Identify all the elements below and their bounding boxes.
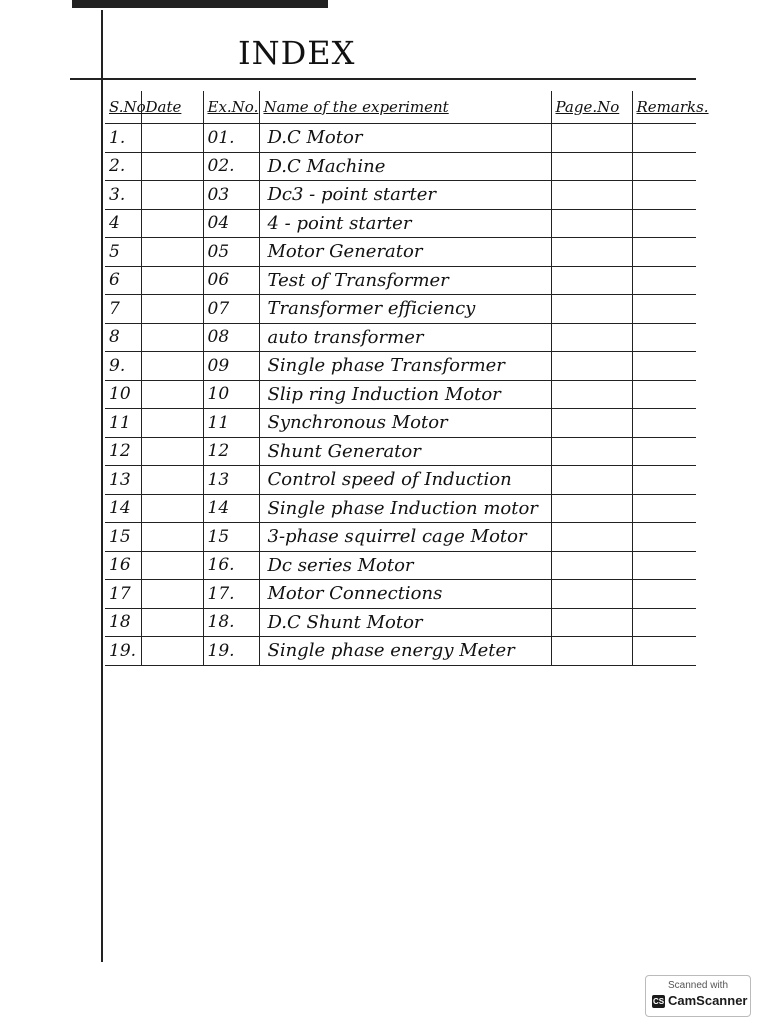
cell-remarks	[632, 238, 696, 267]
cell-page-no	[551, 409, 632, 438]
cell-page-no	[551, 580, 632, 609]
cell-exp-no: 06	[203, 266, 259, 295]
table-row	[105, 209, 696, 238]
cell-date	[141, 266, 203, 295]
table-row	[105, 124, 696, 153]
page-title: INDEX	[238, 34, 356, 72]
cell-page-no	[551, 124, 632, 153]
cell-page-no	[551, 523, 632, 552]
cell-page-no	[551, 437, 632, 466]
cell-sno: 3.	[105, 181, 141, 210]
cell-remarks	[632, 181, 696, 210]
cell-date	[141, 380, 203, 409]
table-header-row	[105, 91, 696, 124]
camscanner-logo-icon: CS	[652, 997, 665, 1006]
cell-exp-no: 13	[203, 466, 259, 495]
cell-date	[141, 608, 203, 637]
cell-sno: 1.	[105, 124, 141, 153]
cell-remarks	[632, 551, 696, 580]
table-row	[105, 437, 696, 466]
cell-sno: 14	[105, 494, 141, 523]
cell-exp-no: 17.	[203, 580, 259, 609]
cell-experiment-name: Dc series Motor	[259, 551, 551, 580]
cell-remarks	[632, 409, 696, 438]
index-table	[105, 91, 709, 666]
cell-remarks	[632, 580, 696, 609]
cell-date	[141, 323, 203, 352]
cell-sno: 12	[105, 437, 141, 466]
table-row	[105, 637, 696, 666]
cell-page-no	[551, 238, 632, 267]
table-row	[105, 352, 696, 381]
cell-exp-no: 04	[203, 209, 259, 238]
cell-remarks	[632, 209, 696, 238]
cell-sno: 10	[105, 380, 141, 409]
cell-experiment-name: Motor Connections	[259, 580, 551, 609]
cell-experiment-name: auto transformer	[259, 323, 551, 352]
cell-exp-no: 01.	[203, 124, 259, 153]
table-row	[105, 466, 696, 495]
cell-date	[141, 181, 203, 210]
header-remarks: Remarks.	[632, 91, 696, 124]
cell-sno: 9.	[105, 352, 141, 381]
cell-remarks	[632, 352, 696, 381]
table-row	[105, 295, 696, 324]
cell-date	[141, 437, 203, 466]
cell-sno: 6	[105, 266, 141, 295]
cell-date	[141, 352, 203, 381]
scan-edge-shadow	[72, 0, 328, 8]
cell-page-no	[551, 637, 632, 666]
cell-exp-no: 16.	[203, 551, 259, 580]
header-sno: S.No	[105, 91, 141, 124]
table-row	[105, 238, 696, 267]
cell-sno: 16	[105, 551, 141, 580]
cell-page-no	[551, 209, 632, 238]
cell-experiment-name: Dc3 - point starter	[259, 181, 551, 210]
cell-sno: 4	[105, 209, 141, 238]
table-row	[105, 181, 696, 210]
cell-sno: 17	[105, 580, 141, 609]
cell-experiment-name: D.C Shunt Motor	[259, 608, 551, 637]
cell-exp-no: 19.	[203, 637, 259, 666]
cell-experiment-name: 3-phase squirrel cage Motor	[259, 523, 551, 552]
cell-date	[141, 466, 203, 495]
cell-sno: 15	[105, 523, 141, 552]
cell-exp-no: 05	[203, 238, 259, 267]
cell-experiment-name: Slip ring Induction Motor	[259, 380, 551, 409]
cell-date	[141, 637, 203, 666]
cell-exp-no: 09	[203, 352, 259, 381]
cell-date	[141, 580, 203, 609]
cell-page-no	[551, 466, 632, 495]
cell-experiment-name: Shunt Generator	[259, 437, 551, 466]
cell-exp-no: 12	[203, 437, 259, 466]
cell-remarks	[632, 466, 696, 495]
cell-remarks	[632, 380, 696, 409]
cell-experiment-name: Single phase Transformer	[259, 352, 551, 381]
cell-page-no	[551, 152, 632, 181]
cell-exp-no: 15	[203, 523, 259, 552]
cell-sno: 2.	[105, 152, 141, 181]
cell-exp-no: 10	[203, 380, 259, 409]
badge-app-name: CamScanner	[668, 993, 748, 1008]
table-row	[105, 494, 696, 523]
cell-remarks	[632, 523, 696, 552]
cell-remarks	[632, 295, 696, 324]
header-date: Date	[141, 91, 203, 124]
cell-date	[141, 409, 203, 438]
cell-remarks	[632, 124, 696, 153]
cell-exp-no: 08	[203, 323, 259, 352]
cell-sno: 19.	[105, 637, 141, 666]
badge-scanned-with: Scanned with	[667, 980, 729, 991]
header-page-no: Page.No	[551, 91, 632, 124]
table-row	[105, 266, 696, 295]
table-row	[105, 551, 696, 580]
cell-experiment-name: Test of Transformer	[259, 266, 551, 295]
cell-exp-no: 11	[203, 409, 259, 438]
cell-exp-no: 07	[203, 295, 259, 324]
cell-experiment-name: Synchronous Motor	[259, 409, 551, 438]
cell-date	[141, 494, 203, 523]
cell-date	[141, 295, 203, 324]
cell-remarks	[632, 266, 696, 295]
cell-remarks	[632, 494, 696, 523]
cell-date	[141, 238, 203, 267]
camscanner-badge	[645, 975, 751, 1017]
cell-experiment-name: Transformer efficiency	[259, 295, 551, 324]
cell-page-no	[551, 494, 632, 523]
cell-sno: 13	[105, 466, 141, 495]
table-row	[105, 580, 696, 609]
cell-page-no	[551, 323, 632, 352]
cell-remarks	[632, 437, 696, 466]
cell-remarks	[632, 152, 696, 181]
cell-page-no	[551, 352, 632, 381]
table-row	[105, 323, 696, 352]
cell-sno: 8	[105, 323, 141, 352]
cell-date	[141, 209, 203, 238]
cell-page-no	[551, 266, 632, 295]
cell-experiment-name: D.C Machine	[259, 152, 551, 181]
cell-remarks	[632, 608, 696, 637]
cell-remarks	[632, 637, 696, 666]
cell-experiment-name: Motor Generator	[259, 238, 551, 267]
cell-experiment-name: Single phase Induction motor	[259, 494, 551, 523]
cell-date	[141, 523, 203, 552]
cell-sno: 18	[105, 608, 141, 637]
cell-remarks	[632, 323, 696, 352]
cell-exp-no: 03	[203, 181, 259, 210]
cell-sno: 7	[105, 295, 141, 324]
cell-page-no	[551, 181, 632, 210]
table-row	[105, 152, 696, 181]
cell-date	[141, 124, 203, 153]
table-row	[105, 409, 696, 438]
cell-date	[141, 152, 203, 181]
cell-exp-no: 18.	[203, 608, 259, 637]
cell-experiment-name: D.C Motor	[259, 124, 551, 153]
margin-line	[101, 10, 103, 962]
table-row	[105, 380, 696, 409]
header-experiment-name: Name of the experiment	[259, 91, 551, 124]
cell-experiment-name: Single phase energy Meter	[259, 637, 551, 666]
table-row	[105, 608, 696, 637]
cell-sno: 5	[105, 238, 141, 267]
header-exp-no: Ex.No.	[203, 91, 259, 124]
cell-exp-no: 02.	[203, 152, 259, 181]
cell-page-no	[551, 295, 632, 324]
cell-page-no	[551, 380, 632, 409]
top-rule	[70, 78, 696, 80]
cell-experiment-name: Control speed of Induction	[259, 466, 551, 495]
cell-page-no	[551, 551, 632, 580]
cell-exp-no: 14	[203, 494, 259, 523]
cell-page-no	[551, 608, 632, 637]
cell-experiment-name: 4 - point starter	[259, 209, 551, 238]
cell-sno: 11	[105, 409, 141, 438]
cell-date	[141, 551, 203, 580]
table-row	[105, 523, 696, 552]
